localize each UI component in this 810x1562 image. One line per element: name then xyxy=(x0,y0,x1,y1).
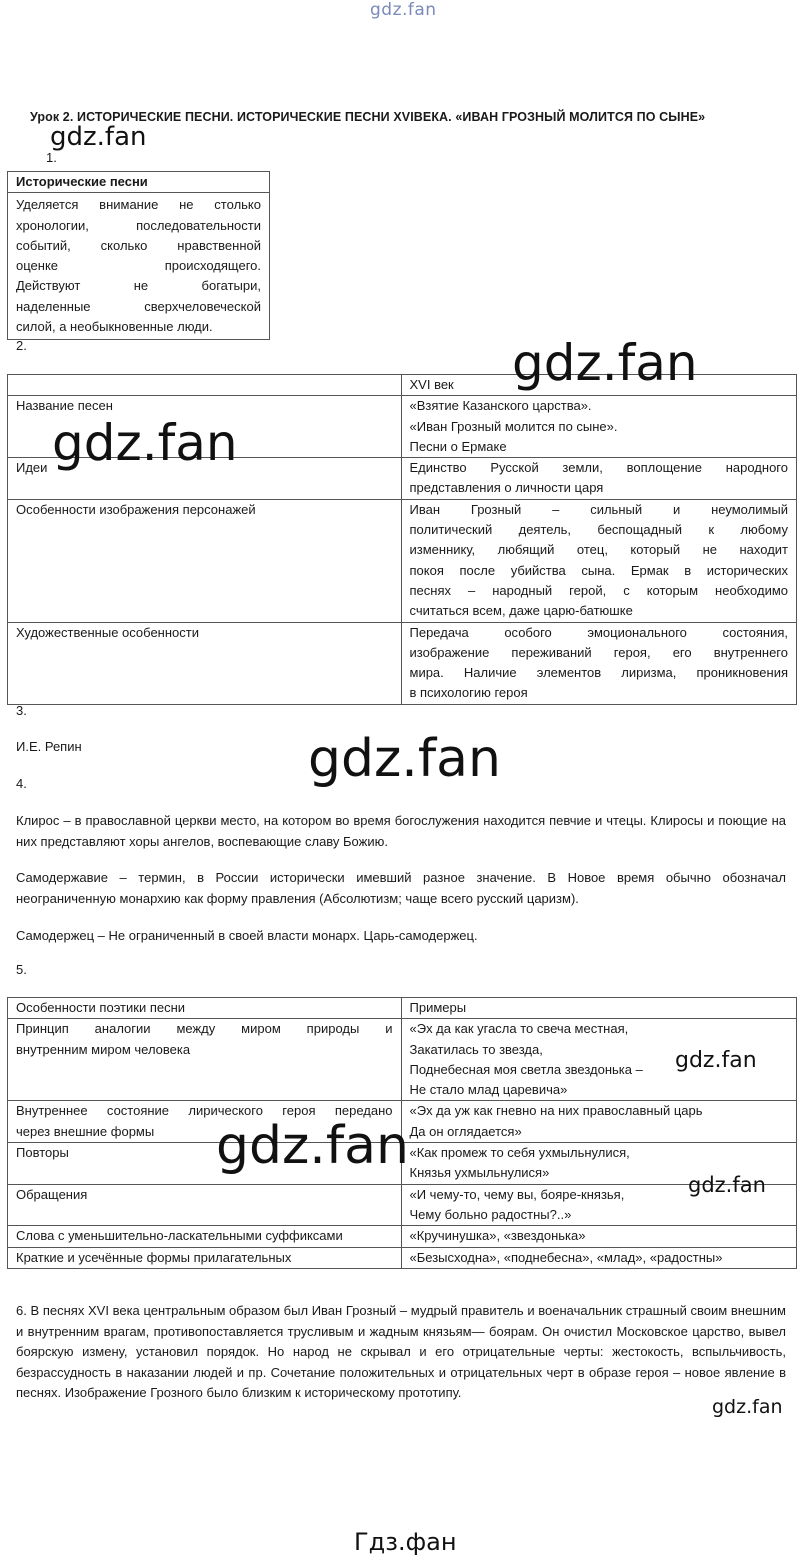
value-line: Песни о Ермаке xyxy=(409,438,507,454)
value-line: «Эх да как угасла то свеча местная, xyxy=(409,1021,629,1037)
label-line: Принцип аналогии между миром природы и xyxy=(16,1021,393,1037)
watermark: gdz.fan xyxy=(52,414,238,472)
value-line: «Безысходна», «поднебесна», «млад», «радостны» xyxy=(409,1249,723,1265)
task1-cell xyxy=(8,193,270,340)
task5-row-label xyxy=(8,1226,402,1247)
task2-header-century: XVI век xyxy=(401,375,797,396)
task2-row-value xyxy=(401,458,797,500)
value-line: Иван Грозный – сильный и неумолимый xyxy=(409,501,788,517)
task5-row-value xyxy=(401,1101,797,1143)
task2-number: 2. xyxy=(16,338,27,353)
task1-table xyxy=(7,171,270,340)
task1-number: 1. xyxy=(46,150,57,165)
value-line: покоя после убийства сына. Ермак в исторических xyxy=(409,562,788,578)
task5-number: 5. xyxy=(16,962,27,977)
task2-header-empty xyxy=(8,375,402,396)
value-line: «Как промеж то себя ухмыльнулися, xyxy=(409,1145,630,1161)
task1-line: событий, сколько нравственной xyxy=(16,237,261,253)
value-line: песнях – народный герой, с которым необходимо xyxy=(409,582,788,598)
watermark: gdz.fan xyxy=(512,334,698,392)
value-line: Единство Русской земли, воплощение народного xyxy=(409,460,788,476)
task1-header: Исторические песни xyxy=(8,172,270,193)
task3-number: 3. xyxy=(16,703,27,718)
value-line: изображение переживаний героя, его внутреннего xyxy=(409,644,788,660)
task1-line: силой, а необыкновенные люди. xyxy=(16,319,213,335)
value-line: Не стало млад царевича» xyxy=(409,1082,568,1098)
task2-row-label: Особенности изображения персонажей xyxy=(8,499,402,622)
value-line: Поднебесная моя светла звездонька – xyxy=(409,1061,643,1077)
task5-row-label xyxy=(8,1184,402,1226)
task4-number: 4. xyxy=(16,776,27,791)
task6-paragraph: 6. В песнях XVI века центральным образом был Иван Грозный – мудрый правитель и военачальник страшный своим внешним и внутренним врагам, противопоставляется трусливым и жадным князьям— боярам. Он очистил Московское царство, вывел боярскую измену, установил порядок. Но народ не скрывал и его отрицательные черты: жестокость, вспыльчивость, безрассудность в наказании людей и пр. Сочетание положительных и отрицательных черт в образе героя – новое явление в песнях. Изображение Грозного было близким к историческому прототипу. xyxy=(16,1303,786,1400)
task4-paragraph-kliros: Клирос – в православной церкви место, на котором во время богослужения находится певчие и чтецы. Клиросы и поющие на них представляют хоры ангелов, воспевающие славу Божию. xyxy=(16,813,786,849)
value-line: «Эх да уж как гневно на них православный царь xyxy=(409,1103,703,1119)
watermark: gdz.fan xyxy=(712,1396,783,1418)
label-line: через внешние формы xyxy=(16,1123,155,1139)
task1-line: Действуют не богатыри, xyxy=(16,278,261,294)
value-line: «Иван Грозный молится по сыне». xyxy=(409,418,618,434)
task5-row-value xyxy=(401,1247,797,1268)
value-line: политический деятель, беспощадный к любому xyxy=(409,522,788,538)
value-line: «Взятие Казанского царства». xyxy=(409,398,592,414)
label-line: Краткие и усечённые формы прилагательных xyxy=(16,1249,292,1265)
task5-row-label xyxy=(8,1019,402,1101)
value-line: «Кручинушка», «звездонька» xyxy=(409,1228,586,1244)
label-line: Обращения xyxy=(16,1186,88,1202)
value-line: считаться всем, даже царю-батюшке xyxy=(409,603,633,619)
task4-paragraph-samoderzhets: Самодержец – Не ограниченный в своей власти монарх. Царь-самодержец. xyxy=(16,928,478,943)
value-line: в психологию героя xyxy=(409,685,528,701)
watermark: gdz.fan xyxy=(308,729,501,789)
label-line: Повторы xyxy=(16,1145,69,1161)
task2-row-label: Название песен xyxy=(8,396,402,458)
value-line: Чему больно радостны?..» xyxy=(409,1206,572,1222)
value-line: изменнику, любящий отец, который не находит xyxy=(409,542,788,558)
watermark: gdz.fan xyxy=(688,1173,766,1197)
task2-row-label: Художественные особенности xyxy=(8,622,402,704)
watermark: gdz.fan xyxy=(50,122,147,152)
task5-row-value xyxy=(401,1226,797,1247)
label-line: Внутреннее состояние лирического героя передано xyxy=(16,1103,393,1119)
value-line: Князья ухмыльнулися» xyxy=(409,1165,550,1181)
task1-line: хронологии, последовательности xyxy=(16,217,261,233)
value-line: «И чему-то, чему вы, бояре-князья, xyxy=(409,1186,625,1202)
task2-row-value xyxy=(401,396,797,458)
task2-row-label: Идеи xyxy=(8,458,402,500)
value-line: Закатилась то звезда, xyxy=(409,1041,543,1057)
label-line: внутренним миром человека xyxy=(16,1041,191,1057)
value-line: мира. Наличие элементов лиризма, проникновения xyxy=(409,665,788,681)
task2-row-value xyxy=(401,622,797,704)
task1-line: оценке происходящего. xyxy=(16,258,261,274)
task1-line: Уделяется внимание не столько xyxy=(16,197,261,213)
task4-paragraph-samoderzhavie: Самодержавие – термин, в России исторически имевший разное значение. В Новое время обычно обозначал неограниченную монархию как форму правления (Абсолютизм; чаще всего русский царизм). xyxy=(16,870,786,906)
watermark-bottom: Гдз.фан xyxy=(354,1528,457,1556)
label-line: Слова с уменьшительно-ласкательными суффиксами xyxy=(16,1228,343,1244)
task1-line: наделенные сверхчеловеческой xyxy=(16,298,261,314)
page-title: Урок 2. ИСТОРИЧЕСКИЕ ПЕСНИ. ИСТОРИЧЕСКИЕ ПЕСНИ XVIВЕКА. «ИВАН ГРОЗНЫЙ МОЛИТСЯ ПО СЫНЕ» xyxy=(30,110,706,124)
watermark-top: gdz.fan xyxy=(370,0,437,20)
task5-row-label xyxy=(8,1247,402,1268)
task3-answer: И.Е. Репин xyxy=(16,739,82,754)
task5-header-examples: Примеры xyxy=(401,998,797,1019)
watermark: gdz.fan xyxy=(216,1116,409,1176)
task5-header-features: Особенности поэтики песни xyxy=(8,998,402,1019)
value-line: Передача особого эмоционального состояния, xyxy=(409,624,788,640)
watermark: gdz.fan xyxy=(675,1048,757,1073)
task2-row-value xyxy=(401,499,797,622)
value-line: представления о личности царя xyxy=(409,480,604,496)
value-line: Да он оглядается» xyxy=(409,1123,522,1139)
